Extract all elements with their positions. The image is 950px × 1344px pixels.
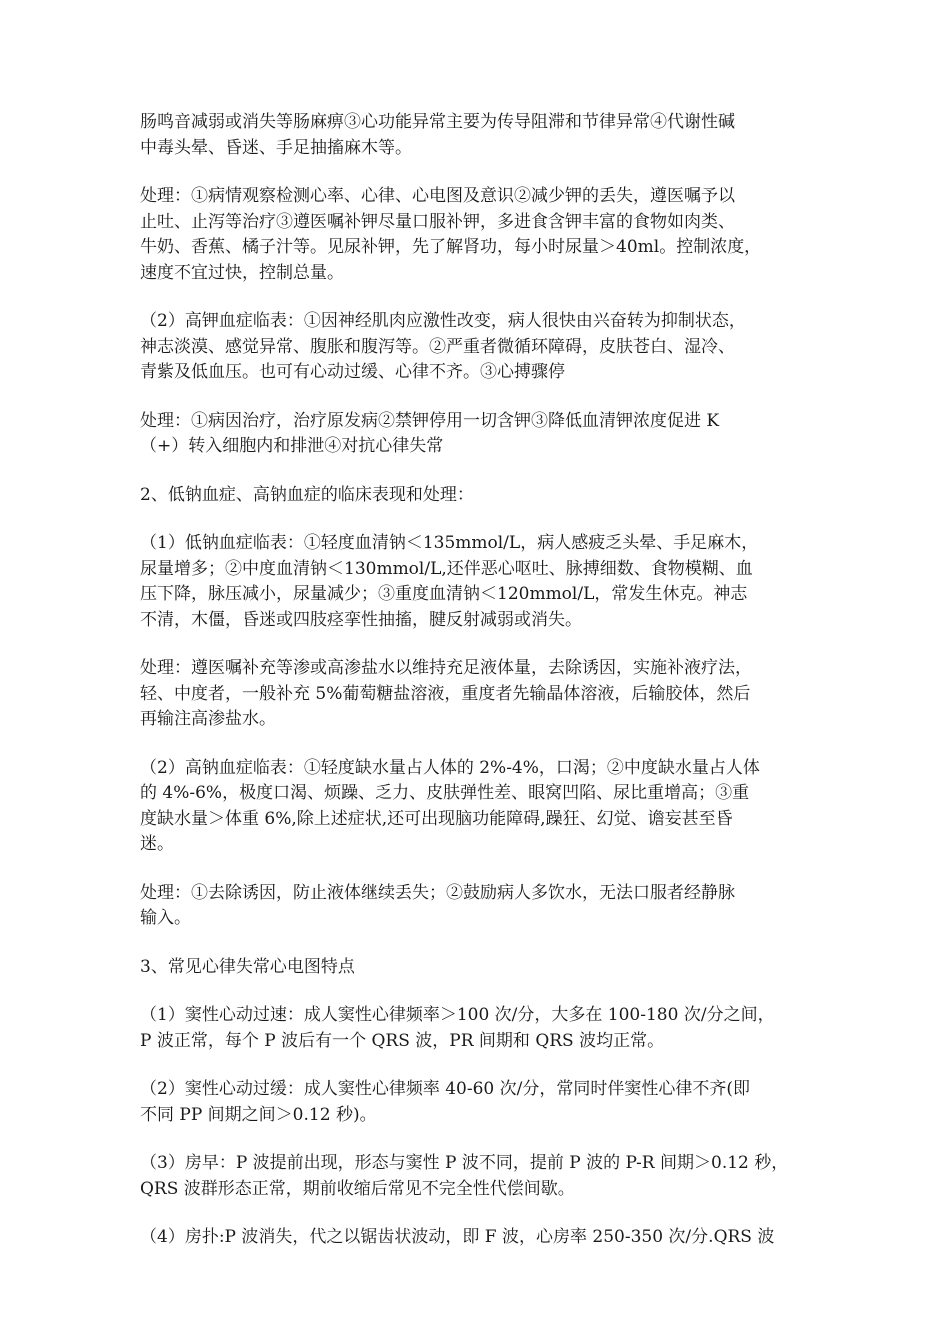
document-page bbox=[140, 110, 840, 1251]
paragraph-hypernatremia-treatment: 处理：①去除诱因，防止液体继续丢失；②鼓励病人多饮水，无法口服者经静脉 输入。 bbox=[140, 882, 735, 928]
paragraph-sinus-tachycardia: （1）窦性心动过速：成人窦性心律频率＞100 次/分，大多在 100-180 次/分之间， P 波正常，每个 P 波后有一个 QRS 波，PR 间期和 QRS 波均正常。 bbox=[140, 1005, 775, 1051]
section-heading-arrhythmia: 3、常见心律失常心电图特点 bbox=[140, 956, 355, 977]
paragraph-atrial-premature: （3）房早：P 波提前出现，形态与窦性 P 波不同，提前 P 波的 P-R 间期＞0.12 秒， QRS 波群形态正常，期前收缩后常见不完全性代偿间歇。 bbox=[140, 1153, 789, 1199]
paragraph-atrial-flutter: （4）房扑:P 波消失，代之以锯齿状波动，即 F 波，心房率 250-350 次/分.QRS 波 bbox=[140, 1227, 775, 1247]
section-heading-sodium: 2、低钠血症、高钠血症的临床表现和处理： bbox=[140, 484, 474, 505]
paragraph-sinus-bradycardia: （2）窦性心动过缓：成人窦性心律频率 40-60 次/分，常同时伴窦性心律不齐(即 不同 PP 间期之间＞0.12 秒)。 bbox=[140, 1079, 750, 1125]
paragraph-hyperkalemia-symptoms: （2）高钾血症临表：①因神经肌肉应激性改变，病人很快由兴奋转为抑制状态， 神志淡漠、感觉异常、腹胀和腹泻等。②严重者微循环障碍，皮肤苍白、湿冷、 青紫及低血压。也可有心动过缓、心律不齐。③心搏骤停 bbox=[140, 311, 746, 382]
paragraph-hyperkalemia-treatment: 处理：①病因治疗，治疗原发病②禁钾停用一切含钾③降低血清钾浓度促进 K （+）转入细胞内和排泄④对抗心律失常 bbox=[140, 410, 720, 456]
paragraph-hypernatremia-symptoms: （2）高钠血症临表：①轻度缺水量占人体的 2%-4%，口渴；②中度缺水量占人体 的 4%-6%，极度口渴、烦躁、乏力、皮肤弹性差、眼窝凹陷、尿比重增高；③重 度缺水量＞体重 6%,除上述症状,还可出现脑功能障碍,躁狂、幻觉、谵妄甚至昏 迷。 bbox=[140, 757, 760, 854]
paragraph-hyponatremia-treatment: 处理：遵医嘱补充等渗或高渗盐水以维持充足液体量，去除诱因，实施补液疗法， 轻、中度者，一般补充 5%葡萄糖盐溶液，重度者先输晶体溶液，后输胶体，然后 再输注高渗盐水。 bbox=[140, 658, 752, 729]
paragraph-hypokalemia-treatment: 处理：①病情观察检测心率、心律、心电图及意识②减少钾的丢失，遵医嘱予以 止吐、止泻等治疗③遵医嘱补钾尽量口服补钾，多进食含钾丰富的食物如肉类、 牛奶、香蕉、橘子汁等。见尿补钾，先了解肾功，每小时尿量＞40ml。控制浓度， 速度不宜过快，控制总量。 bbox=[140, 186, 762, 283]
paragraph-hypokalemia-symptoms-cont: 肠鸣音减弱或消失等肠麻痹③心功能异常主要为传导阻滞和节律异常④代谢性碱 中毒头晕、昏迷、手足抽搐麻木等。 bbox=[140, 112, 735, 158]
paragraph-hyponatremia-symptoms: （1）低钠血症临表：①轻度血清钠＜135mmol/L，病人感疲乏头晕、手足麻木， 尿量增多；②中度血清钠＜130mmol/L,还伴恶心呕吐、脉搏细数、食物模糊、血 压下降，脉压减小，尿量减少；③重度血清钠＜120mmol/L，常发生休克。神志 不清，木僵，昏迷或四肢痉挛性抽搐，腱反射减弱或消失。 bbox=[140, 533, 759, 630]
